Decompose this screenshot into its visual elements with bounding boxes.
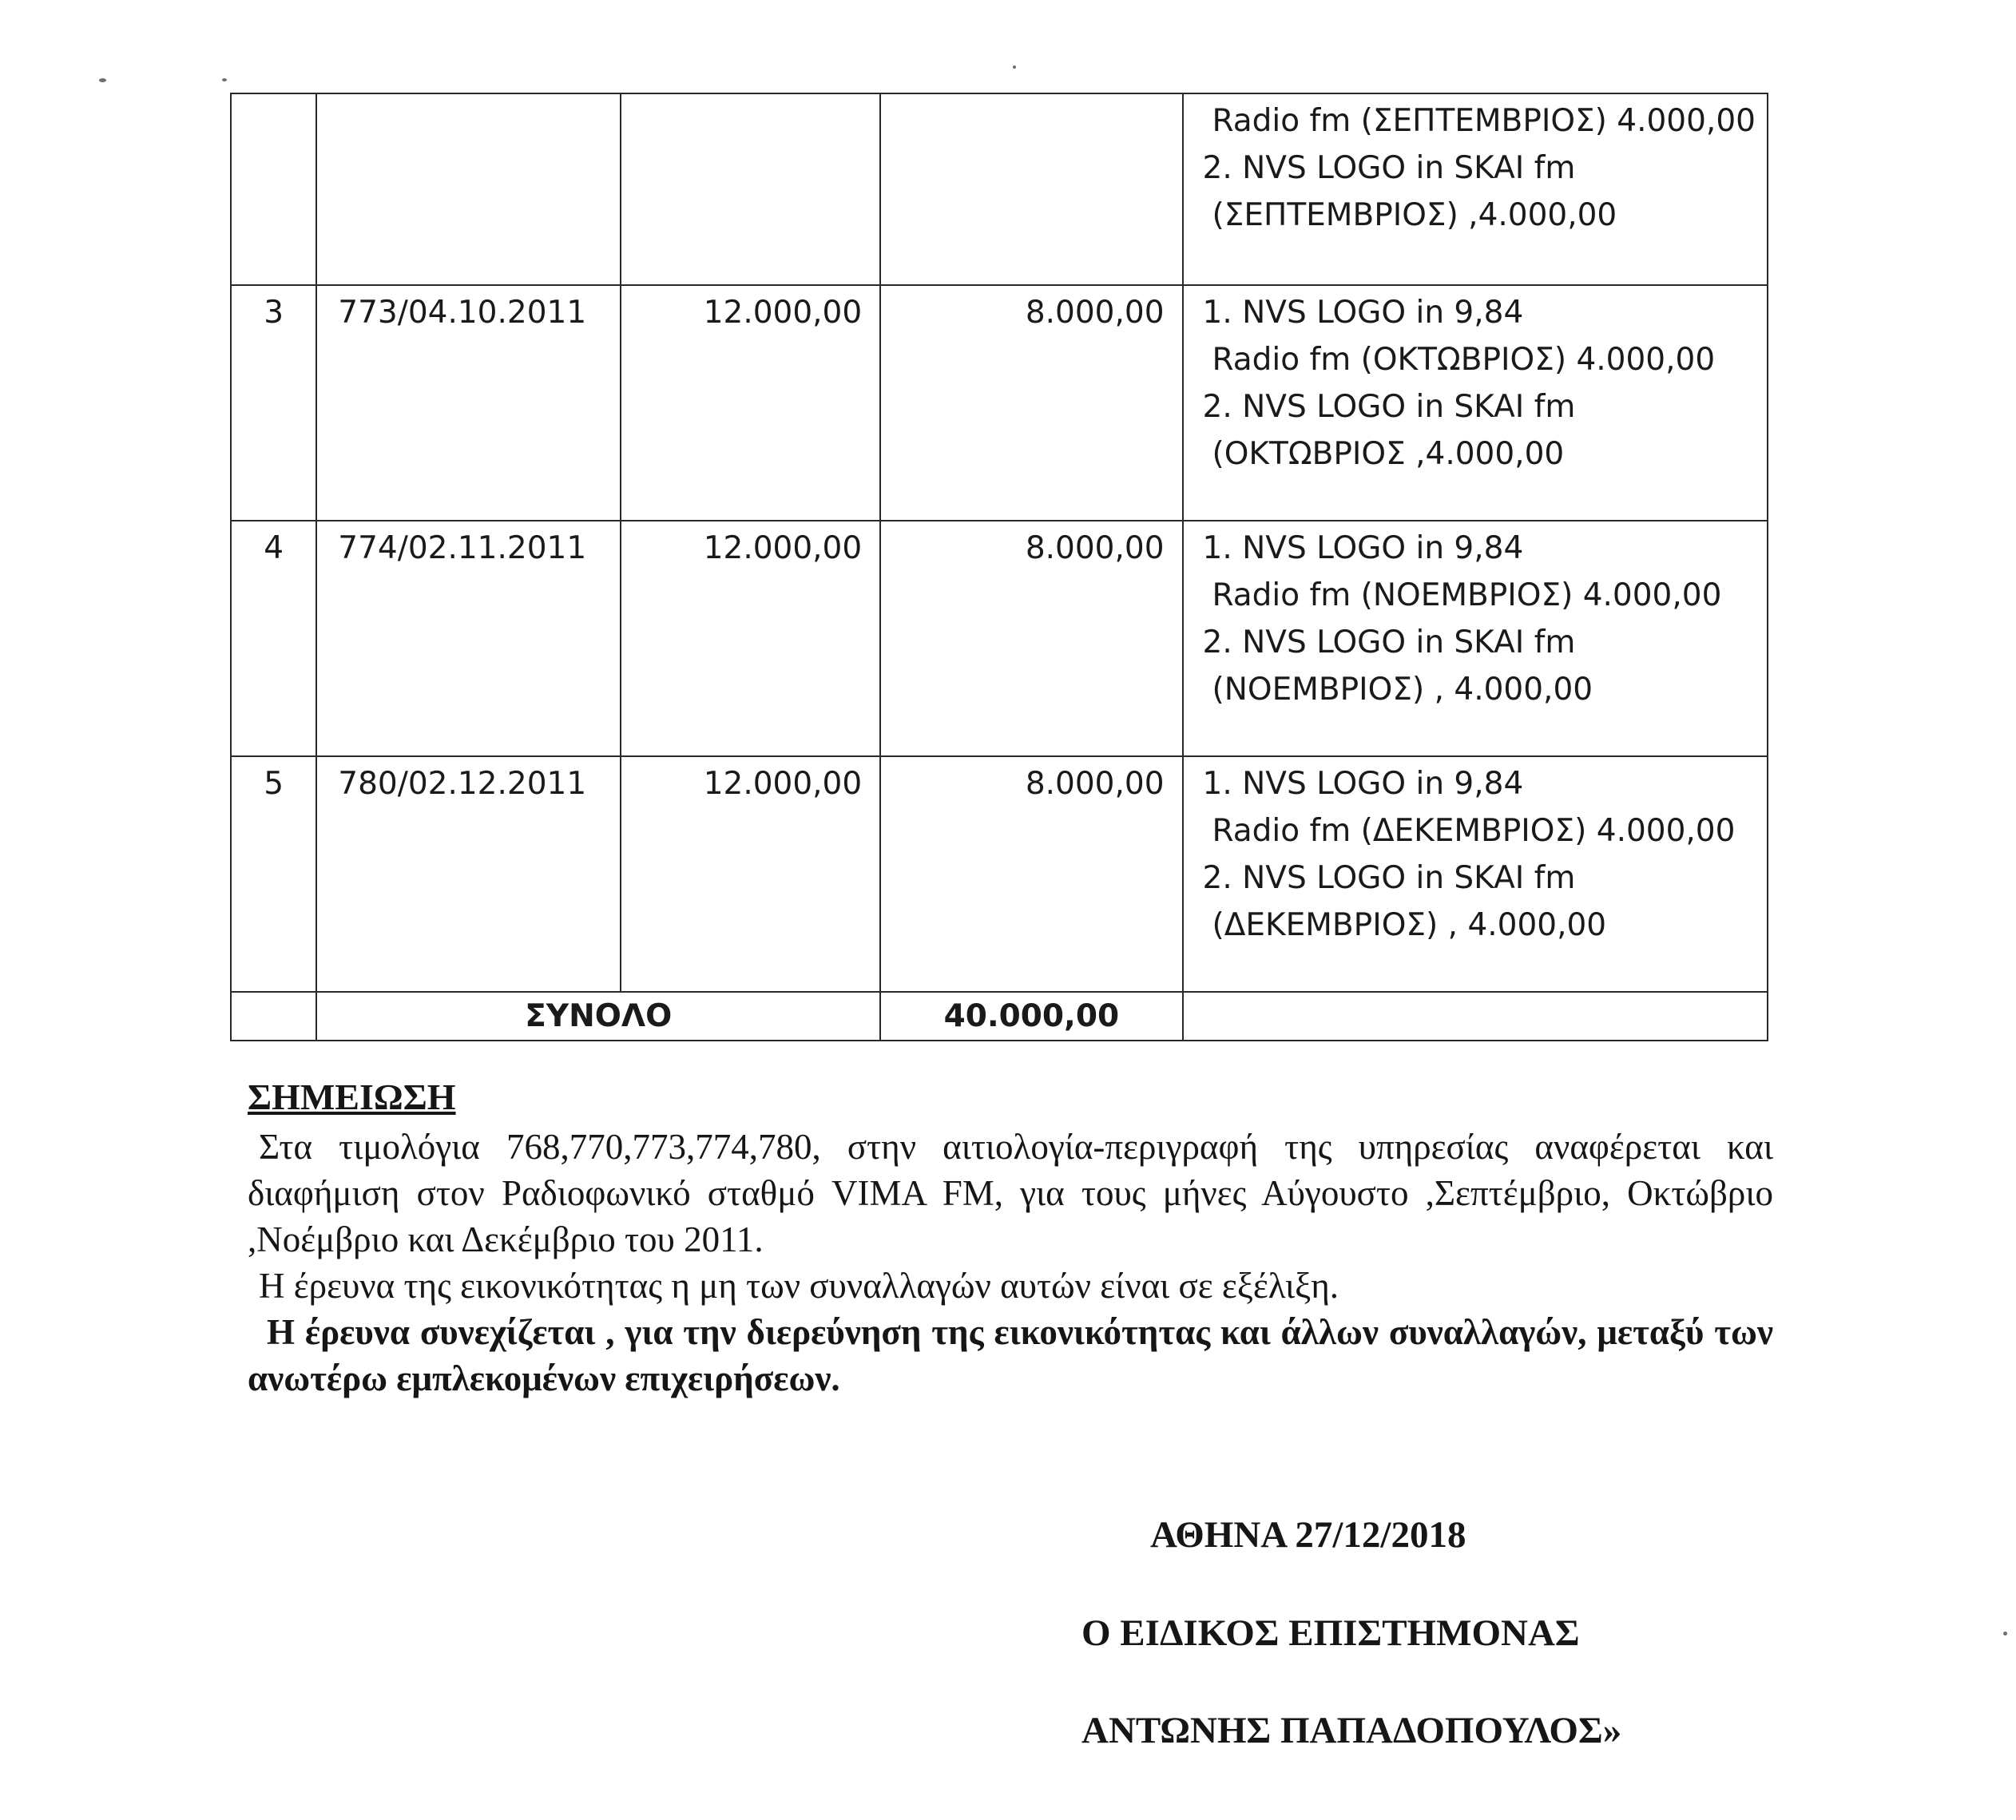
invoice-number: 780/02.12.2011 [316,756,621,992]
description-line: 1. NVS LOGO in 9,84 [1202,530,1524,566]
table-row [231,756,1768,992]
row-number: 3 [231,285,316,521]
table-row [231,521,1768,756]
description-line: 1. NVS LOGO in 9,84 [1202,295,1524,331]
note-section [248,1074,1773,1402]
signature-place-date: ΑΘΗΝΑ 27/12/2018 [1150,1514,1466,1556]
total-row [231,992,1768,1041]
description-line: 2. NVS LOGO in SKAI fm [1202,860,1576,896]
invoice-number: 774/02.11.2011 [316,521,621,756]
description-line: Radio fm (ΝΟΕΜΒΡΙΟΣ) 4.000,00 [1212,577,1722,613]
description-line: (ΔΕΚΕΜΒΡΙΟΣ) , 4.000,00 [1212,907,1607,943]
service-description [1183,521,1768,756]
vat-amount: 8.000,00 [880,756,1182,992]
invoice-amount: 12.000,00 [621,521,880,756]
total-amount: 40.000,00 [880,992,1182,1041]
table-row [231,93,1768,285]
vat-amount [880,93,1182,285]
table-row [231,285,1768,521]
vat-amount: 8.000,00 [880,285,1182,521]
description-line: (ΝΟΕΜΒΡΙΟΣ) , 4.000,00 [1212,672,1593,708]
scan-speck [222,78,227,81]
note-paragraph: Στα τιμολόγια 768,770,773,774,780, στην αιτιολογία-περιγραφή της υπηρεσίας αναφέρεται και διαφήμιση στον Ραδιοφωνικό σταθμό VIMA FM, για τους μήνες Αύγουστο ,Σεπτέμβριο, Οκτώβριο ,Νοέμβριο και Δεκέμβριο του 2011. [248,1127,1773,1259]
description-line: 1. NVS LOGO in 9,84 [1202,766,1524,802]
description-line: Radio fm (ΟΚΤΩΒΡΙΟΣ) 4.000,00 [1212,342,1716,378]
note-paragraph-bold: Η έρευνα συνεχίζεται , για την διερεύνηση της εικονικότητας και άλλων συναλλαγών, μεταξύ των ανωτέρω εμπλεκομένων επιχειρήσεων. [248,1312,1773,1398]
description-line: 2. NVS LOGO in SKAI fm [1202,625,1576,660]
row-number: 5 [231,756,316,992]
invoice-table [230,93,1768,1041]
total-label: ΣΥΝΟΛΟ [316,992,880,1041]
vat-amount: 8.000,00 [880,521,1182,756]
invoice-number [316,93,621,285]
invoice-amount: 12.000,00 [621,756,880,992]
description-line: (ΣΕΠΤΕΜΒΡΙΟΣ) ,4.000,00 [1212,197,1617,233]
row-number [231,93,316,285]
service-description [1183,285,1768,521]
signature-name: ΑΝΤΩΝΗΣ ΠΑΠΑΔΟΠΟΥΛΟΣ» [1081,1710,1622,1751]
invoice-number: 773/04.10.2011 [316,285,621,521]
description-line: Radio fm (ΔΕΚΕΜΒΡΙΟΣ) 4.000,00 [1212,813,1736,849]
service-description [1183,756,1768,992]
description-line: (ΟΚΤΩΒΡΙΟΣ ,4.000,00 [1212,436,1565,472]
scan-speck [99,78,106,82]
total-empty-cell [231,992,316,1041]
signature-role: Ο ΕΙΔΙΚΟΣ ΕΠΙΣΤΗΜΟΝΑΣ [1081,1612,1580,1654]
description-line: Radio fm (ΣΕΠΤΕΜΒΡΙΟΣ) 4.000,00 [1212,103,1756,139]
invoice-amount [621,93,880,285]
invoice-amount: 12.000,00 [621,285,880,521]
service-description [1183,93,1768,285]
description-line: 2. NVS LOGO in SKAI fm [1202,389,1576,425]
scan-speck [2003,1632,2007,1636]
note-title: ΣΗΜΕΙΩΣΗ [248,1077,456,1117]
description-line: 2. NVS LOGO in SKAI fm [1202,150,1576,186]
total-empty-cell [1183,992,1768,1041]
note-paragraph: Η έρευνα της εικονικότητας η μη των συναλλαγών αυτών είναι σε εξέλιξη. [259,1266,1339,1306]
row-number: 4 [231,521,316,756]
scan-speck [1013,65,1016,69]
